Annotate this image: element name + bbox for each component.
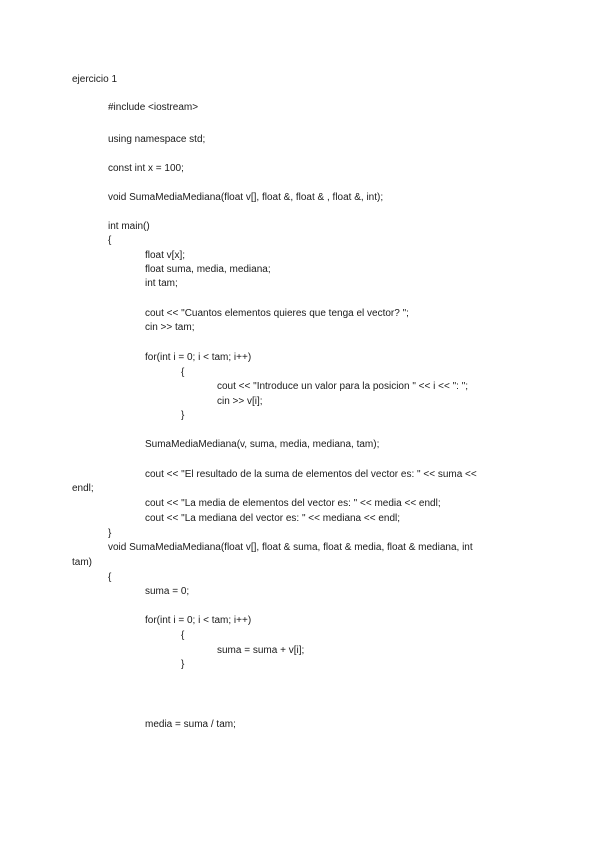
document-title: ejercicio 1 — [72, 74, 118, 85]
code-line: void SumaMediaMediana(float v[], float &, float & , float &, int); — [108, 192, 384, 203]
code-line: for(int i = 0; i < tam; i++) — [145, 615, 252, 626]
code-line: tam) — [72, 557, 92, 568]
code-line: for(int i = 0; i < tam; i++) — [145, 352, 252, 363]
code-line: int main() — [108, 221, 150, 232]
code-line: media = suma / tam; — [145, 719, 236, 730]
code-line: using namespace std; — [108, 134, 206, 145]
code-line: { — [108, 235, 112, 246]
code-line: cout << "La media de elementos del vector es: " << media << endl; — [145, 498, 441, 509]
code-line: { — [181, 367, 185, 378]
code-line: void SumaMediaMediana(float v[], float & suma, float & media, float & mediana, int — [108, 542, 473, 553]
code-line: suma = 0; — [145, 586, 190, 597]
code-line: #include <iostream> — [108, 102, 199, 113]
code-line: cout << "El resultado de la suma de elementos del vector es: " << suma << — [145, 469, 477, 480]
code-line: cout << "La mediana del vector es: " << mediana << endl; — [145, 513, 401, 524]
code-line: } — [181, 410, 185, 421]
code-line: cout << "Cuantos elementos quieres que tenga el vector? "; — [145, 308, 409, 319]
code-line: cin >> v[i]; — [217, 396, 263, 407]
code-line: const int x = 100; — [108, 163, 184, 174]
code-line: cout << "Introduce un valor para la posicion " << i << ": "; — [217, 381, 469, 392]
code-line: int tam; — [145, 278, 178, 289]
code-line: endl; — [72, 483, 94, 494]
code-line: cin >> tam; — [145, 322, 195, 333]
code-line: float suma, media, mediana; — [145, 264, 271, 275]
code-line: SumaMediaMediana(v, suma, media, mediana, tam); — [145, 439, 380, 450]
code-line: { — [181, 630, 185, 641]
code-line: float v[x]; — [145, 250, 186, 261]
code-line: suma = suma + v[i]; — [217, 645, 305, 656]
code-line: } — [108, 528, 112, 539]
code-line: { — [108, 572, 112, 583]
code-line: } — [181, 659, 185, 670]
